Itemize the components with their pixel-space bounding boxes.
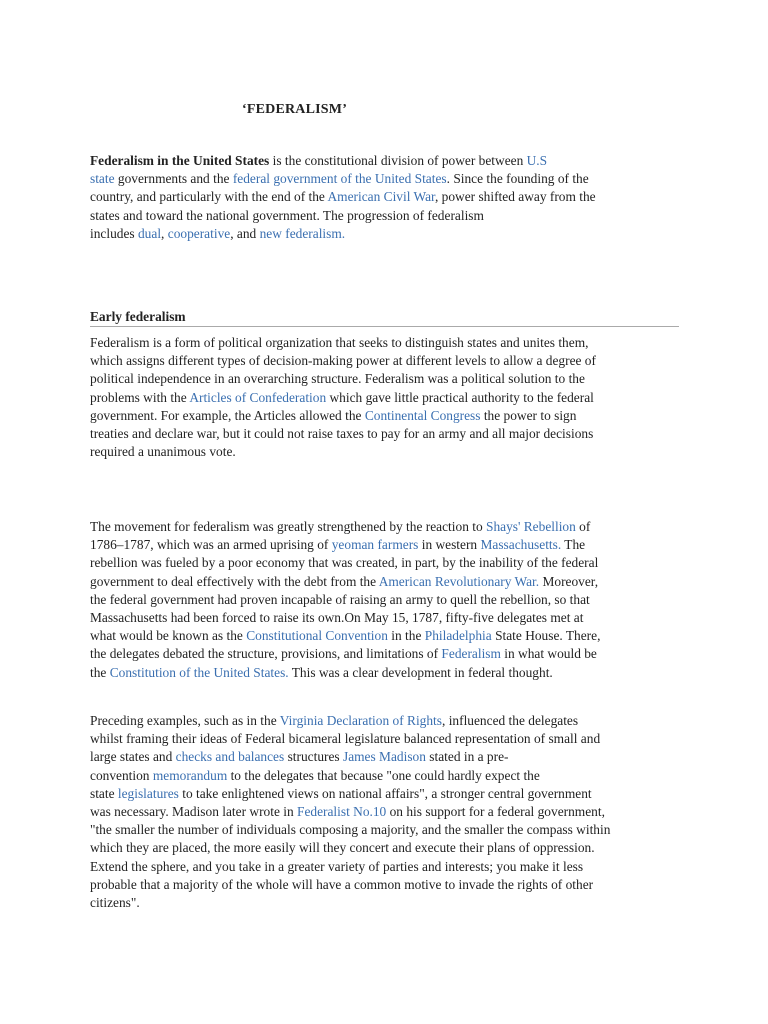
movement-line <box>90 664 682 682</box>
text-run: stated in a pre- <box>425 749 509 765</box>
text-run: is the constitutional division of power between <box>269 153 527 168</box>
link-james-madison[interactable]: James Madison <box>342 749 426 765</box>
link-articles-of-confederation[interactable]: Articles of Confederation <box>189 389 327 405</box>
link-new-federalism[interactable]: new federalism. <box>259 225 346 241</box>
link-massachusetts[interactable]: Massachusetts. <box>480 537 562 553</box>
early-line: required a unanimous vote. <box>90 444 236 460</box>
text-run: to the delegates that because "one could hardly expect the <box>227 767 540 783</box>
text-run: The movement for federalism was greatly strengthened by the reaction to <box>90 519 486 534</box>
text-run: states and toward the national government. The progression of federalism <box>90 207 484 223</box>
preceding-line <box>90 748 682 766</box>
section-heading-early-federalism: Early federalism <box>90 308 679 327</box>
link-checks-and-balances[interactable]: checks and balances <box>175 749 285 765</box>
text-run: large states and <box>90 749 176 765</box>
text-run: on his support for a federal government, <box>386 804 605 820</box>
text-run: which gave little practical authority to the federal <box>326 389 594 405</box>
movement-line <box>90 627 682 645</box>
intro-line <box>90 207 682 225</box>
intro-bold-term: Federalism in the United States <box>90 153 270 168</box>
link-virginia-declaration-of-rights[interactable]: Virginia Declaration of Rights <box>279 713 442 728</box>
text-run: in the <box>387 628 425 644</box>
link-legislatures[interactable]: legislatures <box>117 785 179 801</box>
link-constitution-of-the-united-states[interactable]: Constitution of the United States. <box>109 664 289 680</box>
intro-line <box>90 225 682 243</box>
text-run: , influenced the delegates <box>442 713 579 728</box>
text-run: Moreover, <box>539 573 599 589</box>
link-american-revolutionary-war[interactable]: American Revolutionary War. <box>378 573 540 589</box>
movement-paragraph <box>90 518 682 682</box>
movement-line: rebellion was fueled by a poor economy that was created, in part, by the inability of the federal <box>90 555 599 571</box>
text-run: state <box>90 785 118 801</box>
movement-line <box>90 573 682 591</box>
text-run: governments and the <box>114 171 233 187</box>
early-line: political independence in an overarching structure. Federalism was a political solution to the <box>90 371 585 387</box>
text-run: 1786–1787, which was an armed uprising of <box>90 537 332 553</box>
preceding-line: "the smaller the number of individuals composing a majority, and the smaller the compass within <box>90 822 611 838</box>
movement-line: Massachusetts had been forced to raise its own.On May 15, 1787, fifty-five delegates met at <box>90 610 584 626</box>
text-run: in what would be <box>500 646 597 662</box>
link-american-civil-war[interactable]: American Civil War <box>327 189 435 205</box>
link-yeoman-farmers[interactable]: yeoman farmers <box>331 537 419 553</box>
text-run: of <box>575 519 591 534</box>
preceding-paragraph <box>90 712 682 912</box>
text-run: problems with the <box>90 389 190 405</box>
link-memorandum[interactable]: memorandum <box>152 767 228 783</box>
text-run: The <box>561 537 586 553</box>
text-run: the <box>90 664 110 680</box>
early-federalism-paragraph <box>90 334 682 461</box>
text-run: This was a clear development in federal thought. <box>288 664 553 680</box>
text-run: includes <box>90 225 138 241</box>
preceding-line: Extend the sphere, and you take in a greater variety of parties and interests; you make it less <box>90 858 584 874</box>
preceding-line <box>90 803 682 821</box>
link-continental-congress[interactable]: Continental Congress <box>364 407 481 423</box>
preceding-line: whilst framing their ideas of Federal bicameral legislature balanced representation of small and <box>90 731 601 747</box>
text-run: , <box>161 225 168 241</box>
link-constitutional-convention[interactable]: Constitutional Convention <box>246 628 388 644</box>
text-run: convention <box>90 767 153 783</box>
intro-line <box>90 170 682 188</box>
intro-line <box>90 188 682 206</box>
link-state[interactable]: state <box>90 171 115 187</box>
link-shays-rebellion[interactable]: Shays' Rebellion <box>486 519 576 534</box>
early-line: treaties and declare war, but it could not raise taxes to pay for an army and all major decisions <box>90 426 594 442</box>
page-title: ‘FEDERALISM’ <box>242 102 348 117</box>
movement-line <box>90 518 682 536</box>
text-run: was necessary. Madison later wrote in <box>90 804 297 820</box>
early-line <box>90 389 682 407</box>
text-run: structures <box>284 749 343 765</box>
movement-line: the federal government had proven incapable of raising an army to quell the rebellion, so that <box>90 591 590 607</box>
preceding-line: citizens". <box>90 895 140 911</box>
text-run: . Since the founding of the <box>446 171 589 187</box>
link-federalist-no-10[interactable]: Federalist No.10 <box>297 804 387 820</box>
text-run: the delegates debated the structure, provisions, and limitations of <box>90 646 442 662</box>
text-run: government to deal effectively with the debt from the <box>90 573 379 589</box>
text-run: , and <box>230 225 260 241</box>
text-run: Preceding examples, such as in the <box>90 713 280 728</box>
preceding-line <box>90 767 682 785</box>
text-run: country, and particularly with the end of the <box>90 189 328 205</box>
link-philadelphia[interactable]: Philadelphia <box>424 628 492 644</box>
link-federal-government[interactable]: federal government of the United States <box>232 171 447 187</box>
preceding-line <box>90 785 682 803</box>
intro-paragraph <box>90 152 682 243</box>
link-dual[interactable]: dual <box>137 225 162 241</box>
early-line: Federalism is a form of political organization that seeks to distinguish states and unites them, <box>90 335 589 350</box>
movement-line <box>90 645 682 663</box>
preceding-line <box>90 712 682 730</box>
link-cooperative[interactable]: cooperative <box>167 225 231 241</box>
link-us[interactable]: U.S <box>526 153 548 168</box>
link-federalism[interactable]: Federalism <box>441 646 501 662</box>
preceding-line: which they are placed, the more easily will they concert and execute their plans of oppression. <box>90 840 595 856</box>
text-run: government. For example, the Articles allowed the <box>90 407 365 423</box>
early-line <box>90 407 682 425</box>
text-run: , power shifted away from the <box>434 189 596 205</box>
movement-line <box>90 536 682 554</box>
text-run: in western <box>418 537 481 553</box>
text-run: State House. There, <box>491 628 601 644</box>
text-run: the power to sign <box>480 407 577 423</box>
text-run: what would be known as the <box>90 628 247 644</box>
intro-line <box>90 152 682 170</box>
preceding-line: probable that a majority of the whole will have a common motive to invade the rights of other <box>90 876 594 892</box>
text-run: to take enlightened views on national affairs", a stronger central government <box>178 785 592 801</box>
early-line: which assigns different types of decision-making power at different levels to allow a degree of <box>90 353 596 369</box>
